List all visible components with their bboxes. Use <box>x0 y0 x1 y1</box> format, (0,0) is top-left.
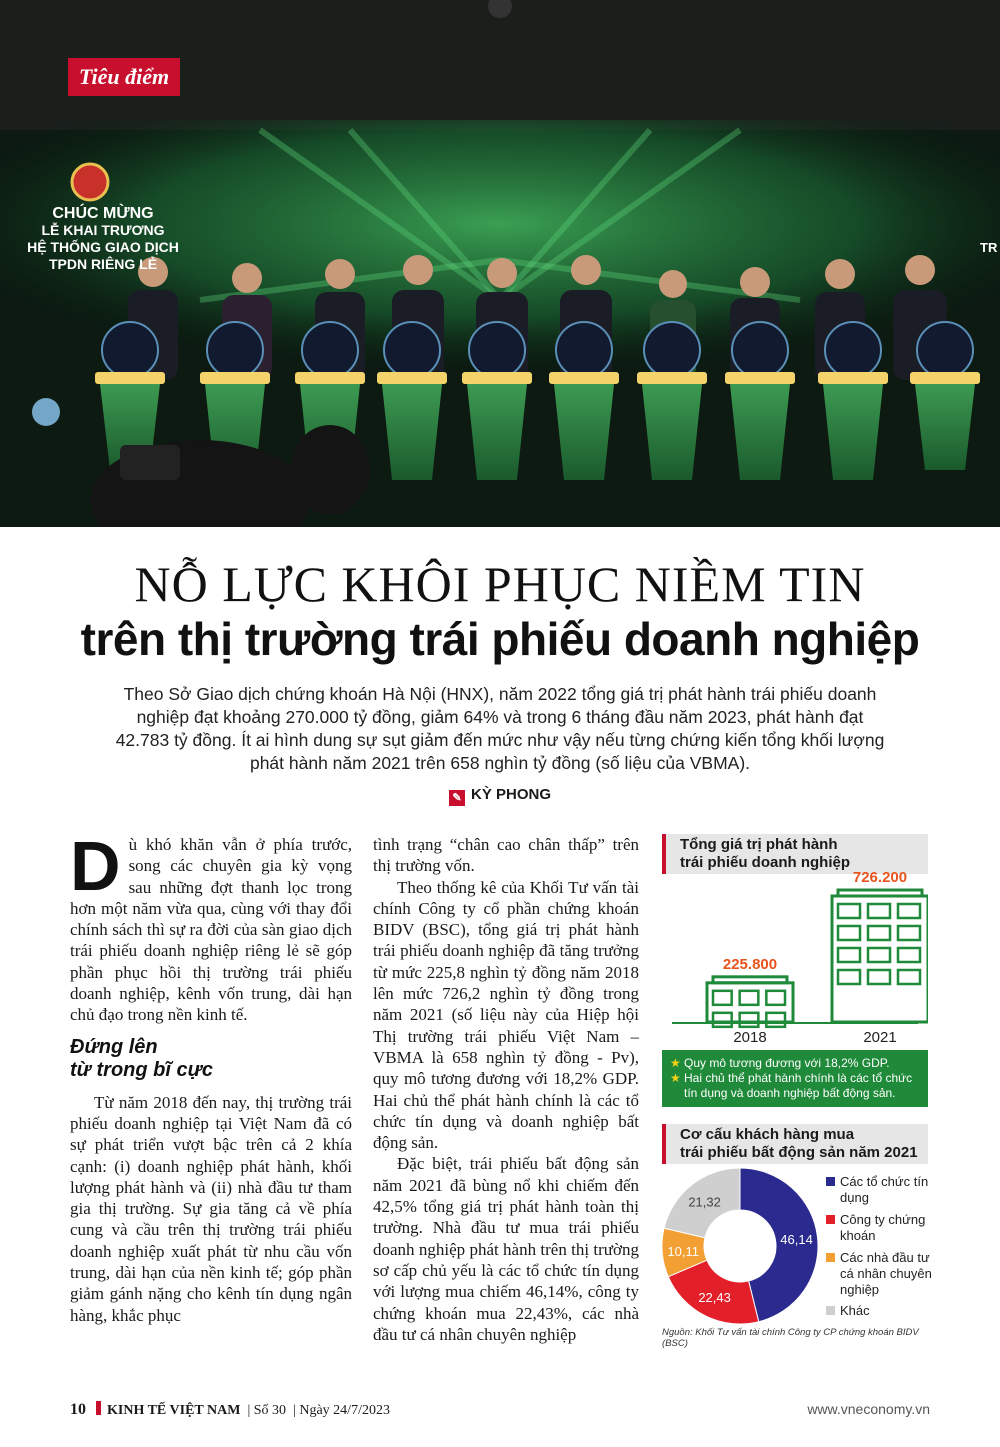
legend-swatch <box>826 1215 835 1224</box>
building-window <box>740 991 759 1005</box>
buyer-structure-donut <box>660 1166 822 1326</box>
article-column-1 <box>70 827 352 1326</box>
body-paragraph: Theo thống kê của Khối Tư vấn tài chính Công ty cổ phần chứng khoán BIDV (BSC), tổng giá trị phát hành trái phiếu doanh nghiệp đã tăng trưởng từ mức 225,8 nghìn tỷ đồng năm 2018 lên mức 726,2 nghìn tỷ đồng trong năm 2021 (số liệu này của Hiệp hội Thị trường trái phiếu Việt Nam – VBMA là 658 nghìn tỷ đồng - Pv), quy mô tương đương với 18,2% GDP. Hai chủ thể phát hành chính là các tổ chức tín dụng và doanh nghiệp bất động sản. <box>373 877 639 1153</box>
legend-swatch <box>826 1253 835 1262</box>
legend-swatch <box>826 1306 835 1315</box>
building-window <box>898 970 920 984</box>
title-line: trái phiếu doanh nghiệp <box>680 854 850 871</box>
donut-value-label: 46,14 <box>780 1232 813 1248</box>
donut-value-label: 22,43 <box>698 1290 731 1306</box>
page-number: 10 <box>70 1401 86 1418</box>
issue-number: Số 30 <box>253 1403 287 1418</box>
article-column-2 <box>373 834 639 1345</box>
building-window <box>898 926 920 940</box>
star-icon: ★ <box>670 1071 681 1085</box>
bar-category-label: 2018 <box>733 1029 767 1046</box>
headline-line-1: NỖ LỰC KHÔI PHỤC NIỀM TIN <box>134 556 866 612</box>
section-tag: Tiêu điểm <box>68 58 180 96</box>
star-icon: ★ <box>670 1056 681 1070</box>
website: www.vneconomy.vn <box>807 1401 930 1417</box>
building-window <box>740 1013 759 1027</box>
legend-swatch <box>826 1177 835 1186</box>
banner-line: CHÚC MỪNG <box>52 205 154 222</box>
title-line: trái phiếu bất động sản năm 2021 <box>680 1144 918 1161</box>
issuance-building-chart <box>662 872 928 1050</box>
building-window <box>868 904 890 918</box>
subheading <box>70 1036 352 1082</box>
infographic-title-2-wrap <box>662 1124 928 1164</box>
body-paragraph: Từ năm 2018 đến nay, thị trường trái phiếu doanh nghiệp tại Việt Nam đã có sự phát triển vượt bậc trên cả 2 khía cạnh: (i) doanh nghiệp phát hành, khối lượng phát hành và (ii) nhà đầu tư tham gia thị trường. Sự gia tăng cả về phía cung và cầu trên thị trường trái phiếu doanh nghiệp xuất phát từ nhu cầu vốn trung, dài hạn của nền kinh tế; góp phần giảm gánh nặng cho kênh tín dụng ngân hàng, khắc phục <box>70 1092 352 1325</box>
bar-value-label: 225.800 <box>722 955 778 973</box>
event-banner-text <box>18 205 188 273</box>
building-bar <box>707 956 793 1046</box>
building-window <box>868 926 890 940</box>
green-notes-box <box>662 1050 928 1107</box>
building-window <box>713 1013 732 1027</box>
building-window <box>898 948 920 962</box>
subheading-line-1: Đứng lên <box>70 1035 158 1058</box>
body-paragraph: tình trạng “chân cao chân thấp” trên thị trường vốn. <box>373 835 639 876</box>
pen-icon: ✎ <box>449 790 465 806</box>
note-item: ★ Hai chủ thể phát hành chính là các tổ chức tín dụng và doanh nghiệp bất động sản. <box>670 1071 913 1100</box>
infographic-sidebar <box>662 834 928 874</box>
subheading-line-2: từ trong bĩ cực <box>70 1058 213 1081</box>
page-footer: 10 KINH TẾ VIỆT NAM | Số 30 | Ngày 24/7/2023 www.vneconomy.vn <box>70 1401 930 1418</box>
building-bar <box>832 872 928 1046</box>
byline <box>0 786 1000 806</box>
banner-line: HỆ THỐNG GIAO DỊCH <box>27 239 179 255</box>
chart-source: Nguồn: Khối Tư vấn tài chính Công ty CP chứng khoán BIDV (BSC) <box>662 1327 919 1349</box>
building-window <box>838 948 860 962</box>
building-window <box>868 970 890 984</box>
author-name: KỲ PHONG <box>470 786 551 803</box>
infographic-title-1 <box>662 834 928 874</box>
banner-line: LỄ KHAI TRƯƠNG <box>41 222 165 238</box>
building-window <box>868 948 890 962</box>
intro-text: ù khó khăn vẫn ở phía trước, song các chuyên gia kỳ vọng sau những đợt thanh lọc trong hơn một năm vừa qua, cùng với thay đổi chính sách thì sự ra đời của sàn giao dịch trái phiếu doanh nghiệp riêng lẻ sẽ góp phần phục hồi thị trường trái phiếu doanh nghiệp, kênh vốn trung, dài hạn chủ đạo trong nền kinh tế. <box>70 835 352 1025</box>
building-roof <box>838 890 922 896</box>
banner-line: TPDN RIÊNG LẺ <box>48 256 158 272</box>
building-window <box>838 970 860 984</box>
building-window <box>766 991 785 1005</box>
body-paragraph: Đặc biệt, trái phiếu bất động sản năm 2021 đã bùng nổ khi chiếm đến 42,5% tổng giá trị phát hành toàn thị trường. Nhà đầu tư mua trái phiếu doanh nghiệp phát hành trên thị trường sơ cấp chủ yếu là các tổ chức tín dụng với lượng mua chiếm 46,14%, công ty chứng khoán mua 22,43%, các nhà đầu tư cá nhân chuyên nghiệp <box>373 1154 639 1344</box>
magazine-name: KINH TẾ VIỆT NAM <box>107 1403 241 1418</box>
building-window <box>838 904 860 918</box>
bar-category-label: 2021 <box>863 1029 897 1046</box>
building-window <box>838 926 860 940</box>
building-window <box>713 991 732 1005</box>
note-item: ★ Quy mô tương đương với 18,2% GDP. <box>670 1056 890 1070</box>
building-window <box>766 1013 785 1027</box>
building-roof <box>713 977 787 983</box>
issue-date: Ngày 24/7/2023 <box>299 1403 390 1418</box>
headline-line-2: trên thị trường trái phiếu doanh nghiệp <box>80 613 920 665</box>
building-bar-outline <box>832 896 928 1022</box>
title-line: Cơ cấu khách hàng mua <box>680 1126 855 1143</box>
drop-cap: D <box>70 827 121 905</box>
bar-value-label: 726.200 <box>852 872 908 886</box>
intro-paragraph <box>70 827 352 1026</box>
donut-value-label: 21,32 <box>688 1194 721 1210</box>
infographic-title-2 <box>662 1124 928 1164</box>
lead-paragraph: Theo Sở Giao dịch chứng khoán Hà Nội (HNX), năm 2022 tổng giá trị phát hành trái phiếu doanh nghiệp đạt khoảng 270.000 tỷ đồng, giảm 64% và trong 6 tháng đầu năm 2023, phát hành đạt 42.783 tỷ đồng. Ít ai hình dung sự sụt giảm đến mức như vậy nếu từng chứng kiến tổng khối lượng phát hành năm 2021 trên 658 nghìn tỷ đồng (số liệu của VBMA). <box>115 684 885 773</box>
building-bar-outline <box>707 983 793 1022</box>
building-window <box>898 904 920 918</box>
title-line: Tổng giá trị phát hành <box>680 836 838 853</box>
banner-side-text: TR <box>980 240 998 255</box>
donut-value-label: 10,11 <box>667 1243 700 1259</box>
